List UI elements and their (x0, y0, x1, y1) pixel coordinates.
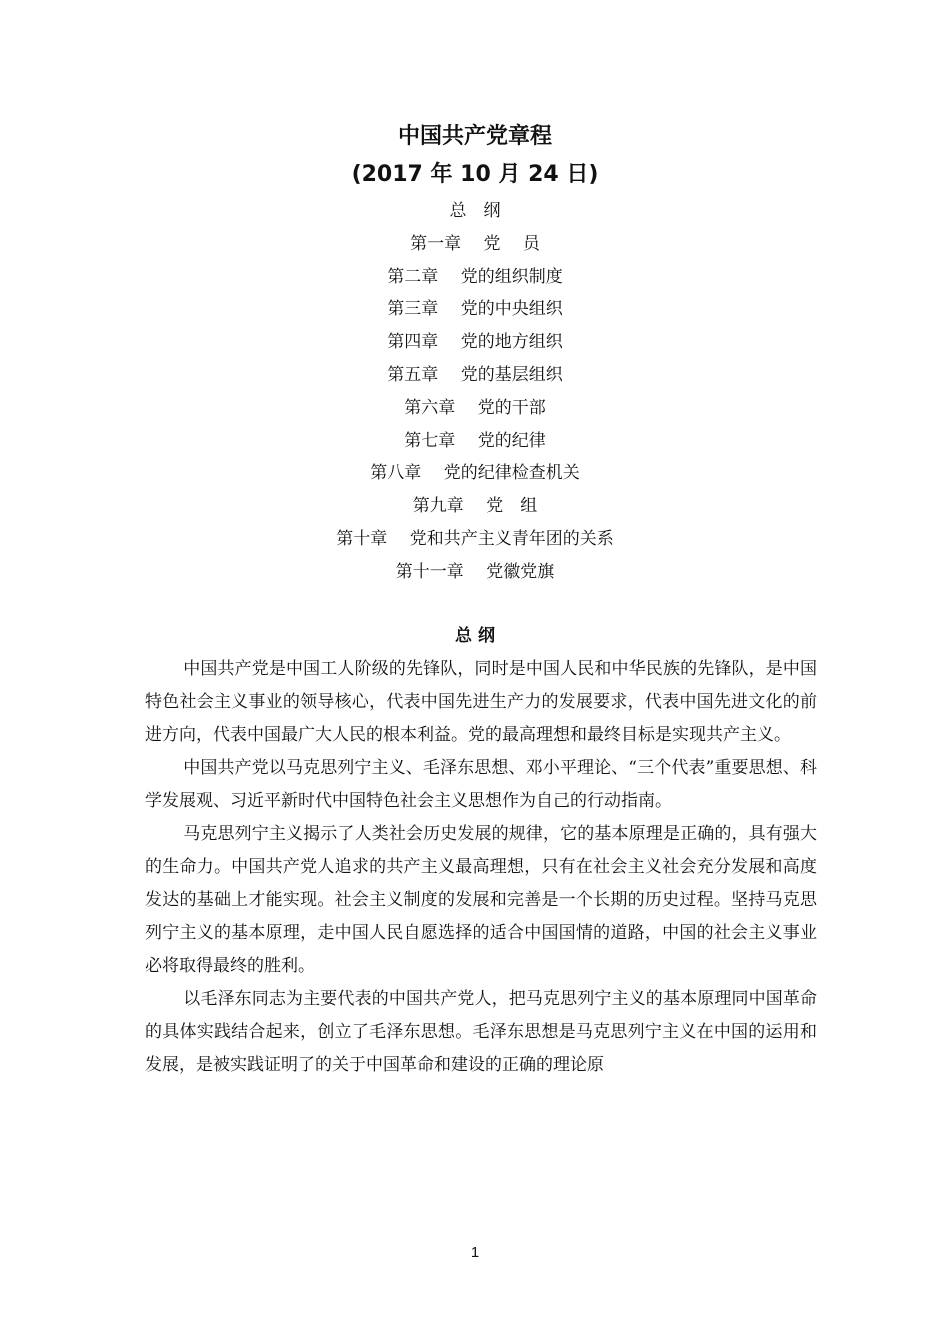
toc-item: 第二章 党的组织制度 (387, 266, 563, 287)
toc-item: 第五章 党的基层组织 (387, 364, 563, 385)
toc-item: 第九章 党 组 (412, 496, 538, 517)
paragraph: 中国共产党是中国工人阶级的先锋队，同时是中国人民和中华民族的先锋队，是中国特色社会主义事业的领导核心，代表中国先进生产力的发展要求，代表中国先进文化的前进方向，代表中国最广大人民的根本利益。党的最高理想和最终目标是实现共产主义。 (145, 659, 817, 745)
toc-item: 第七章 党的纪律 (404, 430, 546, 451)
toc-item: 第十章 党和共产主义青年团的关系 (336, 528, 614, 549)
toc-item: 第六章 党的干部 (404, 397, 546, 418)
toc-item: 第三章 党的中央组织 (387, 299, 563, 320)
paragraph: 中国共产党以马克思列宁主义、毛泽东思想、邓小平理论、“三个代表”重要思想、科学发展观、习近平新时代中国特色社会主义思想作为自己的行动指南。 (145, 758, 817, 811)
document-title: 中国共产党章程 (397, 124, 552, 149)
body-text (145, 653, 817, 1082)
section-heading: 总 纲 (455, 626, 495, 646)
toc-item: 第四章 党的地方组织 (387, 332, 563, 353)
toc-item: 第十一章 党徽党旗 (395, 561, 555, 582)
paragraph: 以毛泽东同志为主要代表的中国共产党人，把马克思列宁主义的基本原理同中国革命的具体实践结合起来，创立了毛泽东思想。毛泽东思想是马克思列宁主义在中国的运用和发展，是被实践证明了的关于中国革命和建设的正确的理论原 (145, 989, 817, 1075)
paragraph: 马克思列宁主义揭示了人类社会历史发展的规律，它的基本原理是正确的，具有强大的生命力。中国共产党人追求的共产主义最高理想，只有在社会主义社会充分发展和高度发达的基础上才能实现。社会主义制度的发展和完善是一个长期的历史过程。坚持马克思列宁主义的基本原理，走中国人民自愿选择的适合中国国情的道路，中国的社会主义事业必将取得最终的胜利。 (145, 824, 817, 976)
table-of-contents (0, 195, 950, 589)
toc-item: 总 纲 (449, 201, 501, 221)
document-date: (2017 年 10 月 24 日) (351, 162, 599, 187)
page-number: 1 (470, 1244, 480, 1261)
toc-item: 第八章 党的纪律检查机关 (370, 463, 580, 484)
toc-item: 第一章 党 员 (410, 233, 540, 254)
